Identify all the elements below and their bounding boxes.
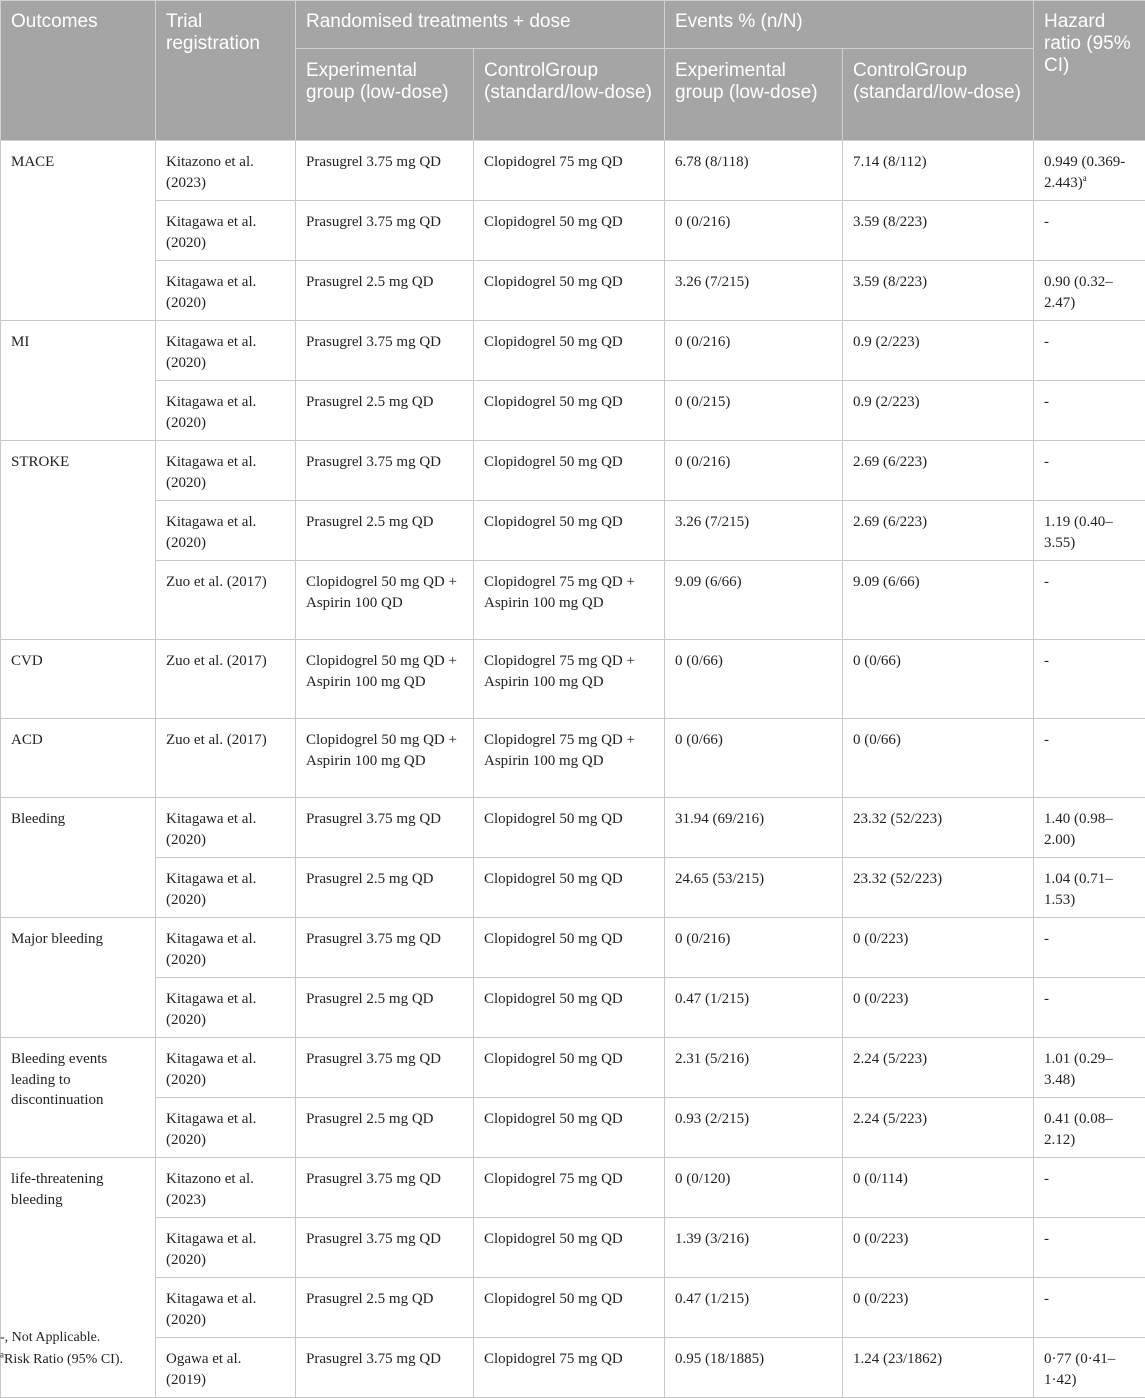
control-events-cell [843,441,1034,501]
experimental-treatment-cell-text: Prasugrel 3.75 mg QD [306,454,441,470]
trial-cell [156,798,296,858]
trial-cell [156,561,296,640]
experimental-treatment-cell [296,1218,474,1278]
footnote-not-applicable: -, Not Applicable. [0,1327,123,1349]
trial-cell-text: Kitagawa et al. (2020) [166,871,256,908]
control-events-cell [843,858,1034,918]
hazard-ratio-cell [1034,321,1145,381]
experimental-treatment-cell [296,261,474,321]
hazard-ratio-cell [1034,1278,1145,1338]
hazard-ratio-cell [1034,261,1145,321]
outcome-cell: MI [1,321,156,441]
control-events-cell-text: 2.24 (5/223) [853,1051,927,1067]
hazard-ratio-cell-text: 1.19 (0.40–3.55) [1044,514,1113,551]
hazard-ratio-cell [1034,381,1145,441]
outcome-cell: life-threatening bleeding [1,1158,156,1398]
experimental-events-cell [665,441,843,501]
outcome-cell: Bleeding [1,798,156,918]
control-events-cell-text: 23.32 (52/223) [853,871,942,887]
control-treatment-cell [474,1098,665,1158]
trial-cell-text: Kitagawa et al. (2020) [166,214,256,251]
control-treatment-cell [474,1278,665,1338]
experimental-treatment-cell [296,640,474,719]
table-row [1,201,1145,261]
control-events-cell-text: 0 (0/66) [853,732,901,748]
footnote-risk-ratio [0,1349,123,1371]
control-events-cell-text: 0 (0/223) [853,991,908,1007]
hazard-ratio-cell [1034,1038,1145,1098]
experimental-events-cell-text: 3.26 (7/215) [675,274,749,290]
hazard-ratio-cell-text: 1.40 (0.98–2.00) [1044,811,1113,848]
control-treatment-cell [474,321,665,381]
hazard-ratio-cell [1034,719,1145,798]
table-row [1,381,1145,441]
trial-cell-text: Kitagawa et al. (2020) [166,1231,256,1268]
control-treatment-cell [474,918,665,978]
table-row [1,1158,1145,1218]
control-events-cell [843,1278,1034,1338]
experimental-events-cell-text: 0.47 (1/215) [675,991,749,1007]
control-treatment-cell-text: Clopidogrel 50 mg QD [484,1111,623,1127]
experimental-treatment-cell-text: Clopidogrel 50 mg QD + Aspirin 100 mg QD [306,653,457,690]
experimental-treatment-cell-text: Prasugrel 3.75 mg QD [306,154,441,170]
trial-cell [156,321,296,381]
trial-cell-text: Kitazono et al. (2023) [166,1171,254,1208]
hazard-ratio-cell [1034,918,1145,978]
hazard-ratio-cell-text: - [1044,931,1049,947]
outcome-cell: CVD [1,640,156,719]
header-events-control: ControlGroup (standard/low-dose) [843,49,1034,141]
trial-cell-text: Zuo et al. (2017) [166,732,267,748]
experimental-treatment-cell-text: Prasugrel 3.75 mg QD [306,1231,441,1247]
control-events-cell [843,1338,1034,1398]
control-events-cell-text: 3.59 (8/223) [853,214,927,230]
experimental-treatment-cell-text: Prasugrel 3.75 mg QD [306,931,441,947]
experimental-events-cell [665,858,843,918]
hazard-ratio-cell-text: - [1044,454,1049,470]
experimental-treatment-cell [296,1158,474,1218]
hazard-ratio-cell-text: 0.90 (0.32–2.47) [1044,274,1113,311]
experimental-events-cell [665,201,843,261]
header-treat-control: ControlGroup (standard/low-dose) [474,49,665,141]
control-treatment-cell [474,858,665,918]
hazard-ratio-cell [1034,798,1145,858]
hazard-ratio-cell-text: - [1044,1291,1049,1307]
risk-ratio-mark: a [1083,173,1087,183]
trial-cell [156,918,296,978]
control-events-cell-text: 0.9 (2/223) [853,334,920,350]
trial-cell-text: Kitagawa et al. (2020) [166,811,256,848]
footnote-mark: a [0,1349,4,1359]
experimental-events-cell-text: 2.31 (5/216) [675,1051,749,1067]
control-treatment-cell [474,719,665,798]
experimental-events-cell-text: 0 (0/216) [675,931,730,947]
outcome-cell: STROKE [1,441,156,640]
experimental-events-cell-text: 0 (0/216) [675,334,730,350]
experimental-events-cell-text: 9.09 (6/66) [675,574,742,590]
experimental-events-cell [665,1038,843,1098]
experimental-treatment-cell [296,918,474,978]
trial-cell [156,1158,296,1218]
experimental-treatment-cell [296,381,474,441]
control-events-cell-text: 9.09 (6/66) [853,574,920,590]
trial-cell [156,261,296,321]
header-events: Events % (n/N) [665,1,1034,49]
trial-cell-text: Kitagawa et al. (2020) [166,931,256,968]
trial-cell [156,141,296,201]
experimental-treatment-cell-text: Prasugrel 3.75 mg QD [306,811,441,827]
header-hazard-ratio: Hazard ratio (95% CI) [1034,1,1145,141]
hazard-ratio-cell [1034,978,1145,1038]
experimental-events-cell [665,561,843,640]
control-treatment-cell [474,640,665,719]
hazard-ratio-cell [1034,1338,1145,1398]
trial-cell [156,381,296,441]
trial-cell-text: Kitagawa et al. (2020) [166,334,256,371]
control-treatment-cell [474,1158,665,1218]
experimental-treatment-cell-text: Clopidogrel 50 mg QD + Aspirin 100 mg QD [306,732,457,769]
experimental-events-cell-text: 6.78 (8/118) [675,154,749,170]
experimental-treatment-cell-text: Prasugrel 3.75 mg QD [306,334,441,350]
experimental-events-cell-text: 0 (0/216) [675,454,730,470]
control-events-cell [843,321,1034,381]
experimental-treatment-cell-text: Prasugrel 3.75 mg QD [306,1171,441,1187]
trial-cell-text: Kitagawa et al. (2020) [166,514,256,551]
header-events-experimental: Experimental group (low-dose) [665,49,843,141]
table-row [1,441,1145,501]
hazard-ratio-cell-text: - [1044,1231,1049,1247]
header-randomised-treatments: Randomised treatments + dose [296,1,665,49]
hazard-ratio-cell-text: 0·77 (0·41–1·42) [1044,1351,1115,1388]
table-row [1,719,1145,798]
control-treatment-cell [474,141,665,201]
experimental-treatment-cell [296,798,474,858]
trial-cell [156,978,296,1038]
control-treatment-cell [474,561,665,640]
table-row [1,261,1145,321]
footnote-risk-ratio-text: Risk Ratio (95% CI). [4,1352,123,1367]
control-treatment-cell-text: Clopidogrel 50 mg QD [484,394,623,410]
control-events-cell [843,640,1034,719]
trial-cell-text: Zuo et al. (2017) [166,574,267,590]
table-row [1,1338,1145,1398]
hazard-ratio-cell [1034,561,1145,640]
control-treatment-cell [474,441,665,501]
trial-cell-text: Kitagawa et al. (2020) [166,274,256,311]
table-row [1,918,1145,978]
experimental-events-cell-text: 31.94 (69/216) [675,811,764,827]
control-events-cell [843,561,1034,640]
control-events-cell-text: 0 (0/114) [853,1171,908,1187]
experimental-treatment-cell-text: Prasugrel 2.5 mg QD [306,1291,434,1307]
hazard-ratio-cell [1034,1158,1145,1218]
trial-cell-text: Kitagawa et al. (2020) [166,1111,256,1148]
experimental-events-cell [665,261,843,321]
hazard-ratio-cell-text: 0.41 (0.08–2.12) [1044,1111,1113,1148]
control-events-cell-text: 23.32 (52/223) [853,811,942,827]
experimental-events-cell-text: 0 (0/66) [675,653,723,669]
table-header [1,1,1145,141]
control-events-cell-text: 7.14 (8/112) [853,154,927,170]
control-events-cell [843,141,1034,201]
experimental-events-cell-text: 0.47 (1/215) [675,1291,749,1307]
trial-cell [156,858,296,918]
hazard-ratio-cell-text: - [1044,394,1049,410]
experimental-treatment-cell-text: Prasugrel 3.75 mg QD [306,214,441,230]
trial-cell [156,1278,296,1338]
control-treatment-cell-text: Clopidogrel 50 mg QD [484,334,623,350]
experimental-treatment-cell [296,1338,474,1398]
control-events-cell [843,719,1034,798]
control-events-cell-text: 0 (0/66) [853,653,901,669]
experimental-events-cell-text: 1.39 (3/216) [675,1231,749,1247]
control-treatment-cell [474,201,665,261]
experimental-treatment-cell [296,1278,474,1338]
control-events-cell [843,918,1034,978]
control-treatment-cell-text: Clopidogrel 75 mg QD + Aspirin 100 mg QD [484,732,635,769]
table-row [1,1218,1145,1278]
control-treatment-cell-text: Clopidogrel 50 mg QD [484,811,623,827]
hazard-ratio-cell-text: 1.01 (0.29–3.48) [1044,1051,1113,1088]
experimental-events-cell [665,1338,843,1398]
control-treatment-cell [474,501,665,561]
outcome-cell: MACE [1,141,156,321]
experimental-events-cell [665,321,843,381]
experimental-events-cell-text: 24.65 (53/215) [675,871,764,887]
header-trial-registration: Trial registration [156,1,296,141]
control-treatment-cell-text: Clopidogrel 50 mg QD [484,514,623,530]
trial-cell-text: Kitazono et al. (2023) [166,154,254,191]
outcome-cell: Bleeding events leading to discontinuation [1,1038,156,1158]
experimental-events-cell [665,640,843,719]
table-row [1,858,1145,918]
hazard-ratio-cell-text: - [1044,334,1049,350]
experimental-treatment-cell-text: Prasugrel 2.5 mg QD [306,1111,434,1127]
experimental-events-cell [665,1278,843,1338]
experimental-treatment-cell-text: Prasugrel 2.5 mg QD [306,871,434,887]
control-treatment-cell-text: Clopidogrel 50 mg QD [484,274,623,290]
experimental-treatment-cell-text: Prasugrel 2.5 mg QD [306,274,434,290]
control-treatment-cell [474,1338,665,1398]
control-events-cell [843,381,1034,441]
experimental-events-cell-text: 0.95 (18/1885) [675,1351,764,1367]
control-treatment-cell-text: Clopidogrel 50 mg QD [484,454,623,470]
experimental-events-cell [665,1158,843,1218]
trial-cell-text: Kitagawa et al. (2020) [166,1051,256,1088]
experimental-treatment-cell-text: Prasugrel 2.5 mg QD [306,514,434,530]
experimental-treatment-cell-text: Prasugrel 2.5 mg QD [306,394,434,410]
control-treatment-cell [474,1038,665,1098]
trial-cell-text: Kitagawa et al. (2020) [166,1291,256,1328]
table-row [1,321,1145,381]
trial-cell-text: Kitagawa et al. (2020) [166,454,256,491]
table-body [1,141,1145,1398]
control-events-cell [843,1038,1034,1098]
control-events-cell-text: 0 (0/223) [853,1231,908,1247]
control-events-cell [843,1098,1034,1158]
hazard-ratio-cell-text: - [1044,732,1049,748]
trial-cell [156,201,296,261]
hazard-ratio-cell-text: 1.04 (0.71–1.53) [1044,871,1113,908]
experimental-events-cell-text: 0 (0/120) [675,1171,730,1187]
trial-cell-text: Ogawa et al. (2019) [166,1351,241,1388]
experimental-events-cell [665,501,843,561]
control-events-cell-text: 0.9 (2/223) [853,394,920,410]
table-row [1,640,1145,719]
experimental-treatment-cell [296,141,474,201]
trial-cell [156,640,296,719]
experimental-events-cell [665,1098,843,1158]
hazard-ratio-cell-text: - [1044,574,1049,590]
table-row [1,561,1145,640]
trial-cell [156,501,296,561]
table-row [1,798,1145,858]
outcome-cell: Major bleeding [1,918,156,1038]
hazard-ratio-cell [1034,201,1145,261]
control-events-cell-text: 2.24 (5/223) [853,1111,927,1127]
experimental-events-cell-text: 0 (0/215) [675,394,730,410]
experimental-treatment-cell [296,719,474,798]
trial-cell-text: Kitagawa et al. (2020) [166,991,256,1028]
trial-cell [156,719,296,798]
experimental-events-cell [665,381,843,441]
hazard-ratio-cell-text: - [1044,1171,1049,1187]
control-events-cell [843,1218,1034,1278]
control-treatment-cell-text: Clopidogrel 50 mg QD [484,1231,623,1247]
trial-cell [156,1098,296,1158]
experimental-treatment-cell-text: Clopidogrel 50 mg QD + Aspirin 100 QD [306,574,457,611]
control-events-cell [843,261,1034,321]
trial-cell [156,1338,296,1398]
experimental-treatment-cell [296,1038,474,1098]
control-treatment-cell [474,978,665,1038]
hazard-ratio-cell [1034,858,1145,918]
hazard-ratio-cell [1034,441,1145,501]
control-treatment-cell-text: Clopidogrel 50 mg QD [484,1051,623,1067]
control-events-cell [843,978,1034,1038]
control-treatment-cell-text: Clopidogrel 50 mg QD [484,214,623,230]
trial-cell [156,1218,296,1278]
table-row [1,501,1145,561]
experimental-treatment-cell [296,201,474,261]
experimental-events-cell-text: 0 (0/66) [675,732,723,748]
control-events-cell [843,1158,1034,1218]
control-events-cell-text: 2.69 (6/223) [853,514,927,530]
outcome-cell: ACD [1,719,156,798]
table-row [1,1098,1145,1158]
control-treatment-cell-text: Clopidogrel 50 mg QD [484,931,623,947]
experimental-treatment-cell [296,1098,474,1158]
control-treatment-cell-text: Clopidogrel 50 mg QD [484,991,623,1007]
trial-cell-text: Zuo et al. (2017) [166,653,267,669]
hazard-ratio-cell [1034,1098,1145,1158]
control-events-cell-text: 1.24 (23/1862) [853,1351,942,1367]
hazard-ratio-cell-text: 0.949 (0.369-2.443) [1044,154,1125,191]
hazard-ratio-cell-text: - [1044,991,1049,1007]
trial-cell-text: Kitagawa et al. (2020) [166,394,256,431]
control-events-cell-text: 2.69 (6/223) [853,454,927,470]
header-treat-experimental: Experimental group (low-dose) [296,49,474,141]
control-treatment-cell-text: Clopidogrel 75 mg QD [484,1171,623,1187]
control-treatment-cell-text: Clopidogrel 75 mg QD + Aspirin 100 mg QD [484,653,635,690]
control-treatment-cell [474,798,665,858]
experimental-treatment-cell [296,561,474,640]
table-row [1,978,1145,1038]
trial-cell [156,441,296,501]
control-treatment-cell-text: Clopidogrel 75 mg QD + Aspirin 100 mg QD [484,574,635,611]
experimental-treatment-cell [296,441,474,501]
experimental-events-cell-text: 0 (0/216) [675,214,730,230]
footnotes [0,1327,123,1371]
hazard-ratio-cell [1034,141,1145,201]
table-row [1,1038,1145,1098]
table-row [1,1278,1145,1338]
control-events-cell [843,501,1034,561]
control-events-cell [843,201,1034,261]
trial-cell [156,1038,296,1098]
control-treatment-cell-text: Clopidogrel 50 mg QD [484,871,623,887]
experimental-treatment-cell [296,978,474,1038]
control-events-cell-text: 3.59 (8/223) [853,274,927,290]
header-outcomes: Outcomes [1,1,156,141]
hazard-ratio-cell-text: - [1044,653,1049,669]
experimental-treatment-cell-text: Prasugrel 3.75 mg QD [306,1051,441,1067]
control-treatment-cell-text: Clopidogrel 50 mg QD [484,1291,623,1307]
control-treatment-cell-text: Clopidogrel 75 mg QD [484,154,623,170]
hazard-ratio-cell [1034,1218,1145,1278]
hazard-ratio-cell [1034,501,1145,561]
experimental-treatment-cell [296,321,474,381]
control-events-cell-text: 0 (0/223) [853,1291,908,1307]
experimental-events-cell [665,141,843,201]
experimental-events-cell [665,1218,843,1278]
control-events-cell-text: 0 (0/223) [853,931,908,947]
experimental-events-cell-text: 3.26 (7/215) [675,514,749,530]
control-treatment-cell [474,261,665,321]
experimental-treatment-cell-text: Prasugrel 3.75 mg QD [306,1351,441,1367]
experimental-events-cell [665,719,843,798]
experimental-treatment-cell-text: Prasugrel 2.5 mg QD [306,991,434,1007]
hazard-ratio-cell [1034,640,1145,719]
hazard-ratio-cell-text: - [1044,214,1049,230]
experimental-events-cell [665,798,843,858]
experimental-treatment-cell [296,501,474,561]
experimental-events-cell [665,918,843,978]
experimental-events-cell-text: 0.93 (2/215) [675,1111,749,1127]
table-row [1,141,1145,201]
control-treatment-cell [474,381,665,441]
control-events-cell [843,798,1034,858]
experimental-treatment-cell [296,858,474,918]
experimental-events-cell [665,978,843,1038]
control-treatment-cell [474,1218,665,1278]
control-treatment-cell-text: Clopidogrel 75 mg QD [484,1351,623,1367]
